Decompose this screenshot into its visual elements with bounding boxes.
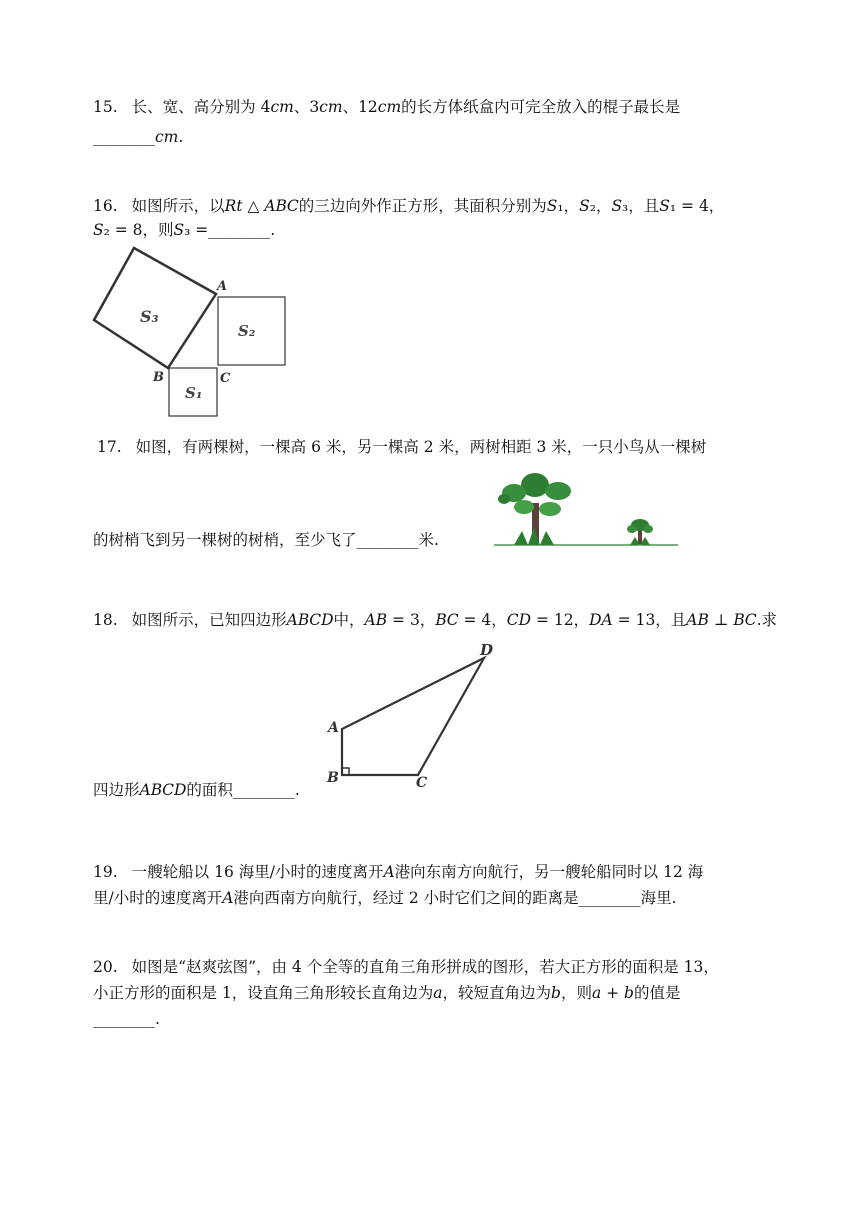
label-s1: S₁ [185,384,203,402]
q15-line2: ________𝑐𝑚. [93,128,184,146]
q16-text: 如图所示，以𝑅𝑡 △ 𝐴𝐵𝐶的三边向外作正方形，其面积分别为𝑆₁，𝑆₂，𝑆₃，且𝑆₁ = 4， [131,197,725,215]
q17-text: 如图，有两棵树，一棵高 6 米，另一棵高 2 米，两树相距 3 米，一只小鸟从一棵树 [135,438,707,456]
q20-number: 20. [93,958,118,976]
q19-line2: 里/小时的速度离开𝐴港向西南方向航行，经过 2 小时它们之间的距离是________海里. [93,889,677,907]
q16-pythagoras-figure [88,240,298,420]
q17-line2: 的树梢飞到另一棵树的树梢，至少飞了________米. [93,531,439,549]
q18-line1 [93,610,777,630]
q18-line2: 四边形𝐴𝐵𝐶𝐷的面积________. [93,781,300,799]
q16-line1 [93,196,724,216]
label-s3: S₃ [140,307,159,326]
q15-number: 15. [93,98,118,116]
label-b: B [327,770,339,786]
label-c: C [220,371,231,386]
label-a: A [217,279,228,294]
label-s2: S₂ [238,322,256,340]
q18-quadrilateral-figure [322,636,507,796]
q18-text: 如图所示，已知四边形𝐴𝐵𝐶𝐷中，𝐴𝐵 = 3，𝐵𝐶 = 4，𝐶𝐷 = 12，𝐷𝐴 = 13，且𝐴𝐵 ⊥ 𝐵𝐶.求 [131,611,777,629]
q16-number: 16. [93,197,118,215]
q16-line2: 𝑆₂ = 8，则𝑆₃ =________. [93,221,276,239]
q19-text: 一艘轮船以 16 海里/小时的速度离开𝐴港向东南方向航行，另一艘轮船同时以 12 海 [131,863,704,881]
quadrilateral-abcd [342,658,484,775]
q17-line1 [97,437,706,457]
q20-line3: ________. [93,1010,160,1028]
tall-tree-icon [498,473,571,545]
label-d: D [480,641,494,659]
q20-text: 如图是“赵爽弦图”，由 4 个全等的直角三角形拼成的图形，若大正方形的面积是 13， [131,958,719,976]
q19-line1 [93,862,703,882]
q17-trees-figure [492,465,682,550]
q19-number: 19. [93,863,118,881]
q18-number: 18. [93,611,118,629]
q20-line2: 小正方形的面积是 1，设直角三角形较长直角边为𝑎，较短直角边为𝑏，则𝑎 + 𝑏的值是 [93,984,681,1002]
short-tree-icon [627,519,653,545]
q20-line1 [93,957,719,977]
q15-line1 [93,97,680,117]
label-a: A [328,720,339,736]
q17-number: 17. [97,438,122,456]
q15-text: 长、宽、高分别为 4𝑐𝑚、3𝑐𝑚、12𝑐𝑚的长方体纸盒内可完全放入的棍子最长是 [131,98,681,116]
label-c: C [416,775,428,791]
label-b: B [153,370,164,385]
